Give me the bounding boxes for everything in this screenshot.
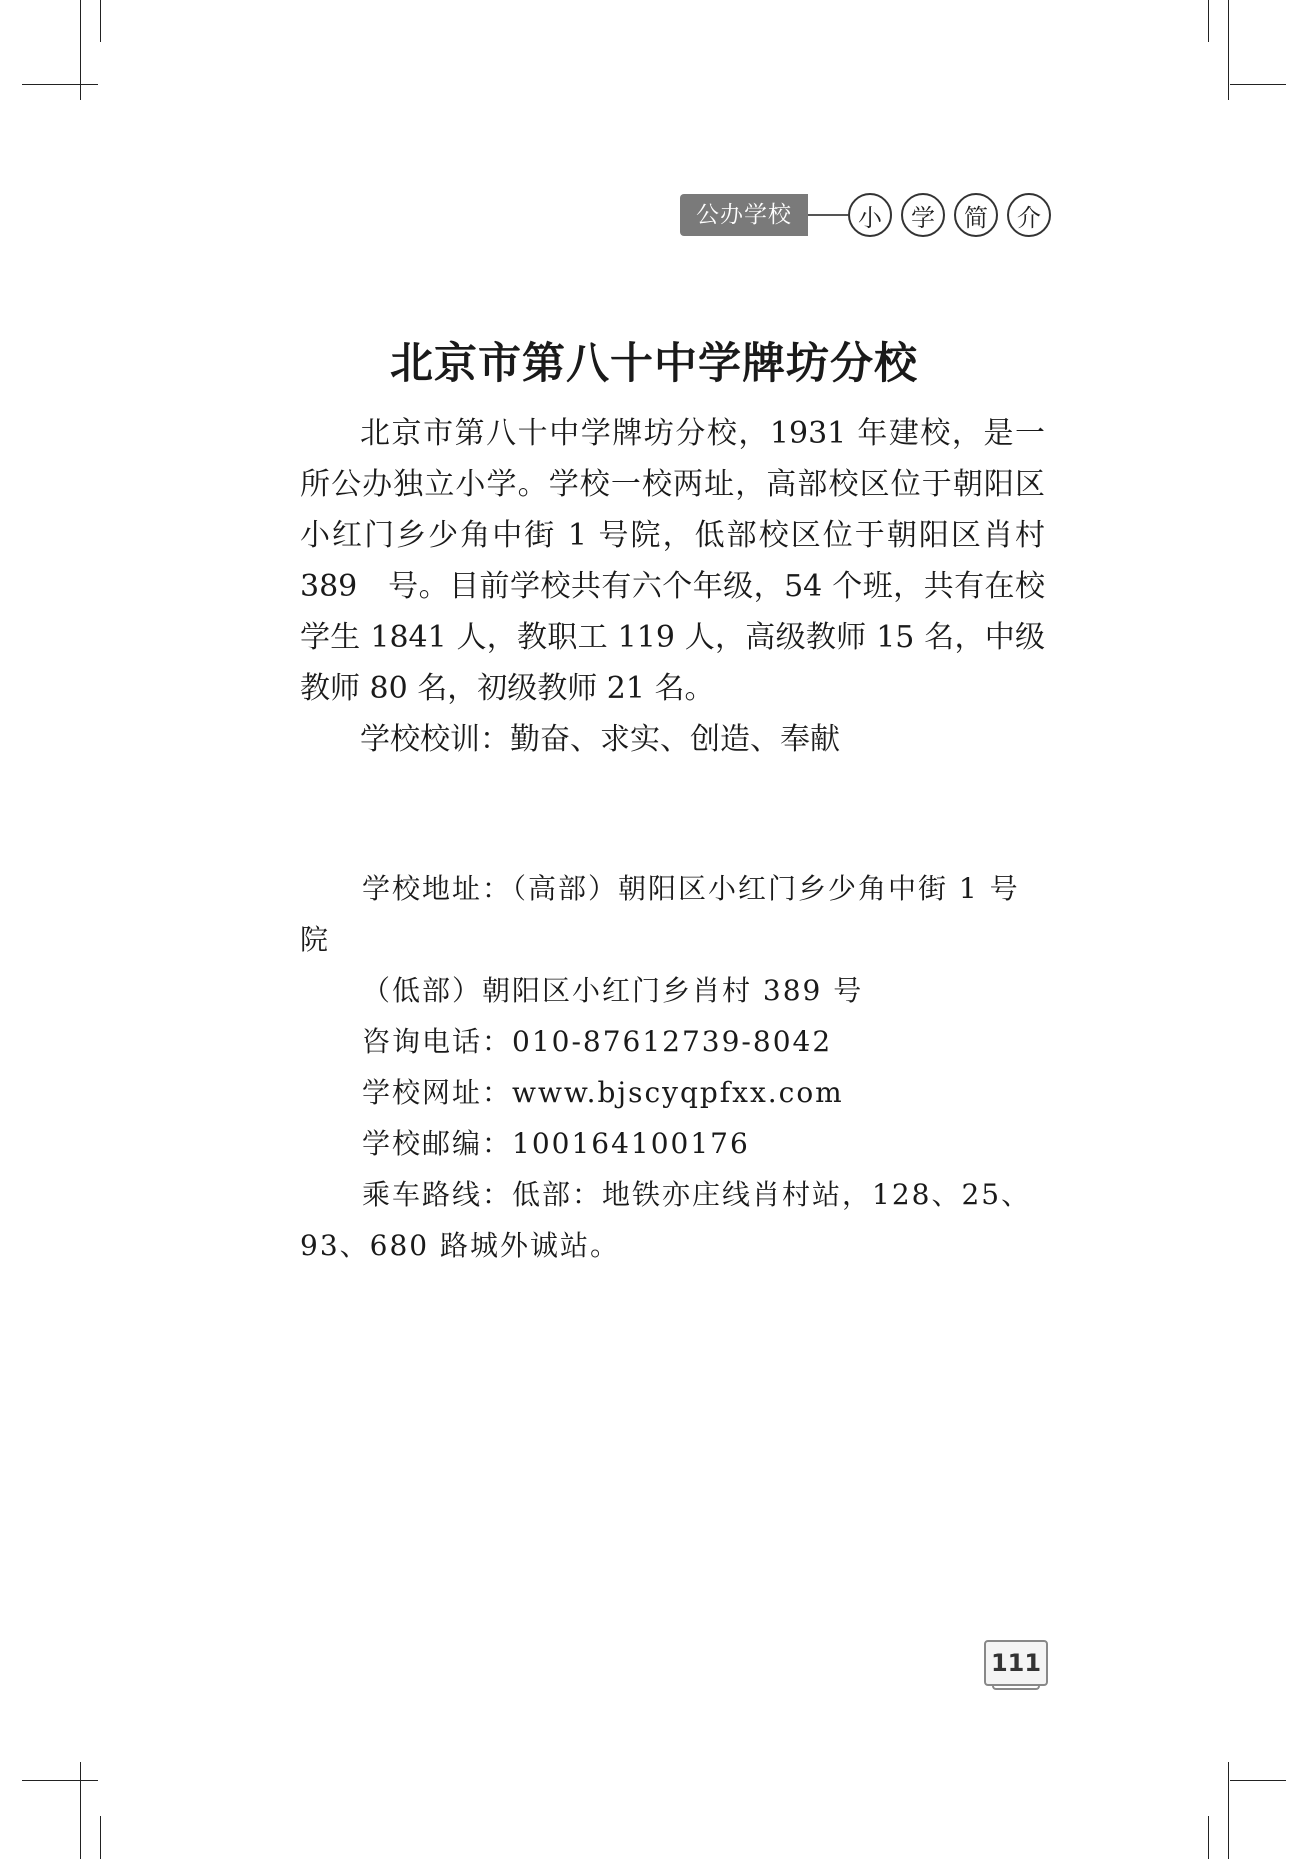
- crop-mark: [22, 1780, 98, 1781]
- phone: 咨询电话：010-87612739-8042: [362, 1025, 833, 1058]
- section-char: 小: [848, 193, 892, 237]
- crop-mark: [100, 0, 101, 42]
- motto-paragraph: 学校校训：勤奋、求实、创造、奉献: [360, 722, 840, 757]
- website: 学校网址：www.bjscyqpfxx.com: [362, 1076, 844, 1109]
- page-title: 北京市第八十中学牌坊分校: [390, 339, 918, 389]
- crop-mark: [1228, 0, 1229, 100]
- transit-route: 乘车路线：低部：地铁亦庄线肖村站，128、25、93、680 路城外诚站。: [300, 1178, 1032, 1262]
- section-header: [680, 194, 1056, 236]
- crop-mark: [80, 1762, 81, 1859]
- crop-mark: [22, 84, 98, 85]
- crop-mark: [1230, 84, 1286, 85]
- crop-mark: [80, 0, 81, 100]
- section-title-circles: [848, 193, 1056, 237]
- crop-mark: [1208, 1816, 1209, 1859]
- school-description: [300, 408, 1045, 765]
- section-char: 简: [954, 193, 998, 237]
- crop-mark: [1208, 0, 1209, 42]
- address-high: 学校地址：（高部）朝阳区小红门乡少角中街 1 号院: [300, 872, 1020, 956]
- crop-mark: [100, 1816, 101, 1859]
- postcode: 学校邮编：100164100176: [362, 1127, 750, 1160]
- section-char: 学: [901, 193, 945, 237]
- section-char: 介: [1007, 193, 1051, 237]
- crop-mark: [1230, 1780, 1286, 1781]
- intro-paragraph: 北京市第八十中学牌坊分校，1931 年建校，是一所公办独立小学。学校一校两址，高部校区位于朝阳区小红门乡少角中街 1 号院，低部校区位于朝阳区肖村 389 号。目前学校共有六个年级，54 个班，共有在校学生 1841 人，教职工 119 人，高级教师 15 名，中级教师 80 名，初级教师 21 名。: [300, 416, 1045, 706]
- crop-mark: [1228, 1762, 1229, 1859]
- address-low: （低部）朝阳区小红门乡肖村 389 号: [362, 974, 864, 1007]
- page-number: 111: [984, 1640, 1048, 1686]
- category-tag: 公办学校: [680, 194, 808, 236]
- contact-info: [300, 863, 1045, 1271]
- header-divider: [808, 214, 848, 216]
